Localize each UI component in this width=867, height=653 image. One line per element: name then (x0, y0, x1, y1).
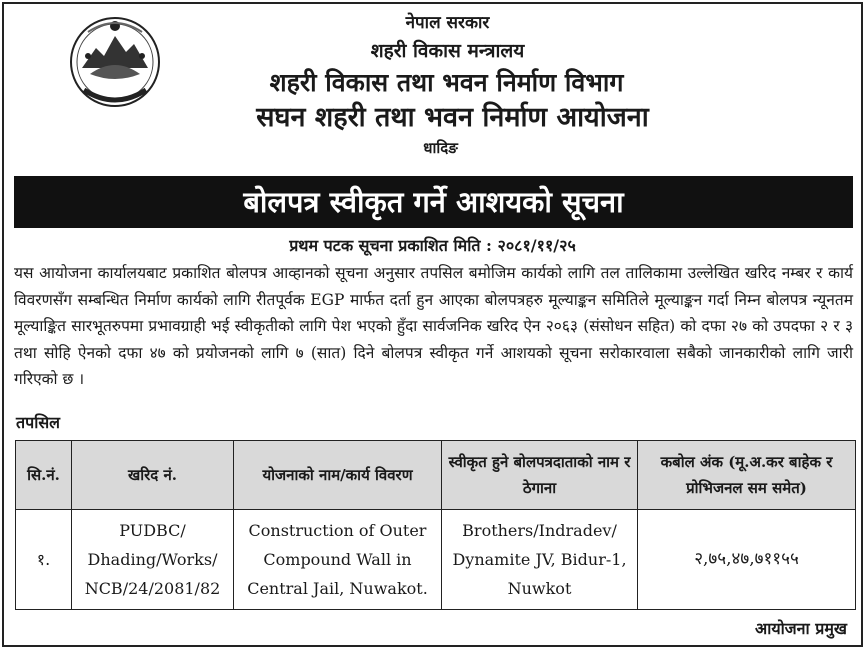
cell-project-description: Construction of Outer Compound Wall in Central Jail, Nuwakot. (234, 510, 442, 610)
col-serial-number: सि.नं. (16, 441, 72, 510)
letterhead (4, 10, 861, 160)
cell-procurement-number: PUDBC/ Dhading/Works/ NCB/24/2081/82 (72, 510, 234, 610)
table-header-row (16, 441, 856, 510)
cell-bid-amount: २,७५,४७,७११५५ (638, 510, 856, 610)
ministry-name: शहरी विकास मन्त्रालय (370, 40, 525, 62)
cell-serial-number: १. (16, 510, 72, 610)
col-bid-amount: कबोल अंक (मू.अ.कर बाहेक र प्रोभिजनल सम समेत) (638, 441, 856, 510)
schedule-label: तपसिल (16, 413, 61, 432)
department-name: शहरी विकास तथा भवन निर्माण विभाग (269, 68, 624, 97)
notice-body: यस आयोजना कार्यालयबाट प्रकाशित बोलपत्र आव्हानको सूचना अनुसार तपसिल बमोजिम कार्यको लागि तल तालिकामा उल्लेखित खरिद नम्बर र कार्य विवरणसँग सम्बन्धित निर्माण कार्यको लागि रीतपूर्वक EGP मार्फत दर्ता हुन आएका बोलपत्रहरु मूल्याङ्कन समितिले मूल्याङ्कन गर्दा निम्न बोलपत्र न्यूनतम मूल्याङ्कित सारभूतरुपमा प्रभावग्राही भई स्वीकृतीको लागि पेश भएको हुँदा सार्वजनिक खरिद ऐन २०६३ (संसोधन सहित) को दफा २७ को उपदफा २ र ३ तथा सोहि ऐनको दफा ४७ को प्रयोजनको लागि ७ (सात) दिने बोलपत्र स्वीकृत गर्ने आशयको सूचना सरोकारवाला सबैको जानकारीको लागि जारी गरिएको छ । (14, 264, 853, 388)
table-row (16, 510, 856, 610)
project-office-name: सघन शहरी तथा भवन निर्माण आयोजना (256, 102, 649, 133)
signatory-title: आयोजना प्रमुख (754, 619, 847, 638)
government-name: नेपाल सरकार (405, 13, 490, 33)
col-procurement-number: खरिद नं. (72, 441, 234, 510)
cell-bidder: Brothers/Indradev/ Dynamite JV, Bidur-1, Nuwkot (442, 510, 638, 610)
notice-page (2, 2, 863, 647)
col-bidder: स्वीकृत हुने बोलपत्रदाताको नाम र ठेगाना (442, 441, 638, 510)
publication-date: प्रथम पटक सूचना प्रकाशित मिति : २०८१/११/२५ (289, 236, 576, 255)
notice-title-banner: बोलपत्र स्वीकृत गर्ने आशयको सूचना (14, 176, 853, 228)
office-location: धादिङ (423, 139, 458, 157)
col-project-description: योजनाको नाम/कार्य विवरण (234, 441, 442, 510)
award-table (15, 440, 856, 610)
